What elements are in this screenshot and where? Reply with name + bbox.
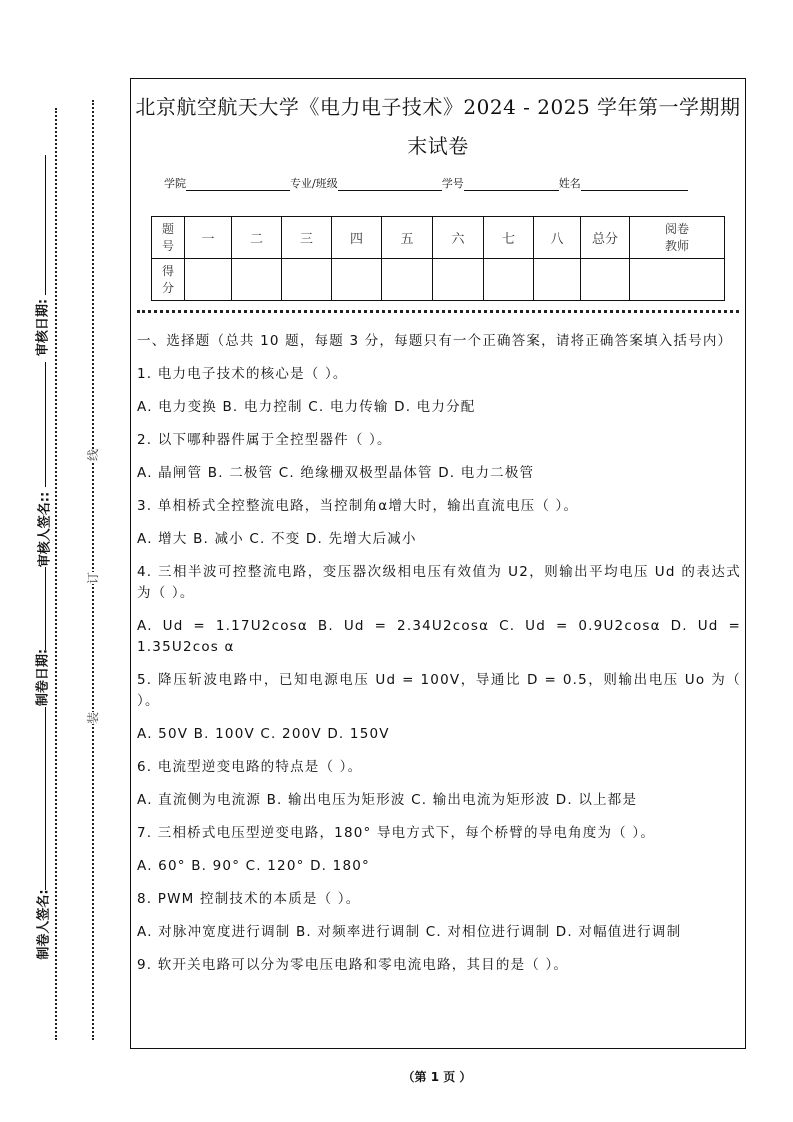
score-cell[interactable] <box>433 259 484 301</box>
col-header: 六 <box>433 217 484 259</box>
field-college-input[interactable] <box>186 178 290 191</box>
question-options: A. 电力变换 B. 电力控制 C. 电力传输 D. 电力分配 <box>137 399 476 415</box>
binding-dotted-line <box>55 108 57 1040</box>
question-text: 2. 以下哪种器件属于全控型器件（ ）。 <box>137 432 392 448</box>
question-text: 3. 单相桥式全控整流电路，当控制角α增大时，输出直流电压（ ）。 <box>137 498 579 514</box>
signature-line <box>45 567 46 650</box>
field-name-input[interactable] <box>581 178 688 191</box>
col-header: 八 <box>534 217 581 259</box>
signature-line <box>45 362 46 487</box>
question-options: A. 60° B. 90° C. 120° D. 180° <box>137 858 370 874</box>
question-options: A. Ud = 1.17U2cosα B. Ud = 2.34U2cosα C. Ud = 0.9U2cosα D. Ud = 1.35U2cos α <box>137 618 741 655</box>
dotted-divider <box>137 310 739 313</box>
student-info-row <box>164 175 688 191</box>
score-cell[interactable] <box>382 259 433 301</box>
question-options: A. 直流侧为电流源 B. 输出电压为矩形波 C. 输出电流为矩形波 D. 以上都是 <box>137 792 638 808</box>
grader-cell[interactable] <box>630 259 725 301</box>
row-label-score: 得 分 <box>152 259 185 301</box>
exam-title-line2: 末试卷 <box>407 134 469 158</box>
preparer-signature-label: 制卷人签名: <box>36 889 52 960</box>
field-name-label: 姓名 <box>558 177 581 190</box>
score-cell[interactable] <box>484 259 534 301</box>
question-options: A. 晶闸管 B. 二极管 C. 绝缘栅双极型晶体管 D. 电力二极管 <box>137 465 535 481</box>
question-text: 5. 降压斩波电路中，已知电源电压 Ud = 100V，导通比 D = 0.5，则输出电压 Uo 为（ ）。 <box>137 672 741 709</box>
question-section <box>137 331 741 988</box>
col-header: 二 <box>232 217 282 259</box>
col-header: 三 <box>282 217 332 259</box>
question-text: 7. 三相桥式电压型逆变电路，180° 导电方式下，每个桥臂的导电角度为（ ）。 <box>137 825 656 841</box>
score-cell[interactable] <box>332 259 382 301</box>
field-id-label: 学号 <box>441 177 464 190</box>
question-text: 8. PWM 控制技术的本质是（ ）。 <box>137 891 361 907</box>
section-heading: 一、选择题（总共 10 题，每题 3 分，每题只有一个正确答案，请将正确答案填入括号内） <box>137 333 733 349</box>
field-major-input[interactable] <box>338 178 442 191</box>
score-cell[interactable] <box>581 259 630 301</box>
question-options: A. 增大 B. 减小 C. 不变 D. 先增大后减小 <box>137 531 417 547</box>
col-header-grader: 阅卷 教师 <box>630 217 725 259</box>
signature-line <box>45 155 46 295</box>
score-table <box>151 216 725 301</box>
col-header-total: 总分 <box>581 217 630 259</box>
question-text: 1. 电力电子技术的核心是（ ）。 <box>137 366 348 382</box>
exam-title-line1: 北京航空航天大学《电力电子技术》2024 - 2025 学年第一学期期 <box>135 95 741 119</box>
score-cell[interactable] <box>185 259 232 301</box>
binding-char-order: 订 <box>86 571 101 585</box>
question-text: 4. 三相半波可控整流电路，变压器次级相电压有效值为 U2，则输出平均电压 Ud 的表达式为（ ）。 <box>137 564 741 601</box>
row-label-question: 题 号 <box>152 217 185 259</box>
score-cell[interactable] <box>534 259 581 301</box>
col-header: 五 <box>382 217 433 259</box>
question-text: 9. 软开关电路可以分为零电压电路和零电流电路，其目的是（ ）。 <box>137 957 569 973</box>
field-college-label: 学院 <box>164 177 186 190</box>
page-number: （第 1 页 ） <box>402 1070 472 1084</box>
reviewer-signature-label: 审核人签名:: <box>37 491 53 568</box>
col-header: 七 <box>484 217 534 259</box>
question-text: 6. 电流型逆变电路的特点是（ ）。 <box>137 759 363 775</box>
exam-frame <box>130 78 746 1049</box>
question-options: A. 对脉冲宽度进行调制 B. 对频率进行调制 C. 对相位进行调制 D. 对幅值进行调制 <box>137 924 682 940</box>
binding-char-line: 线 <box>86 448 101 462</box>
binding-char-bind: 装 <box>86 711 101 725</box>
binding-dotted-line <box>92 100 94 1040</box>
prep-date-label: 制卷日期: <box>35 648 51 707</box>
signature-line <box>45 707 46 890</box>
field-id-input[interactable] <box>464 178 559 191</box>
score-cell[interactable] <box>282 259 332 301</box>
score-cell[interactable] <box>232 259 282 301</box>
field-major-label: 专业/班级 <box>290 177 338 190</box>
col-header: 四 <box>332 217 382 259</box>
col-header: 一 <box>185 217 232 259</box>
question-options: A. 50V B. 100V C. 200V D. 150V <box>137 726 390 742</box>
review-date-label: 审核日期: <box>35 298 51 357</box>
